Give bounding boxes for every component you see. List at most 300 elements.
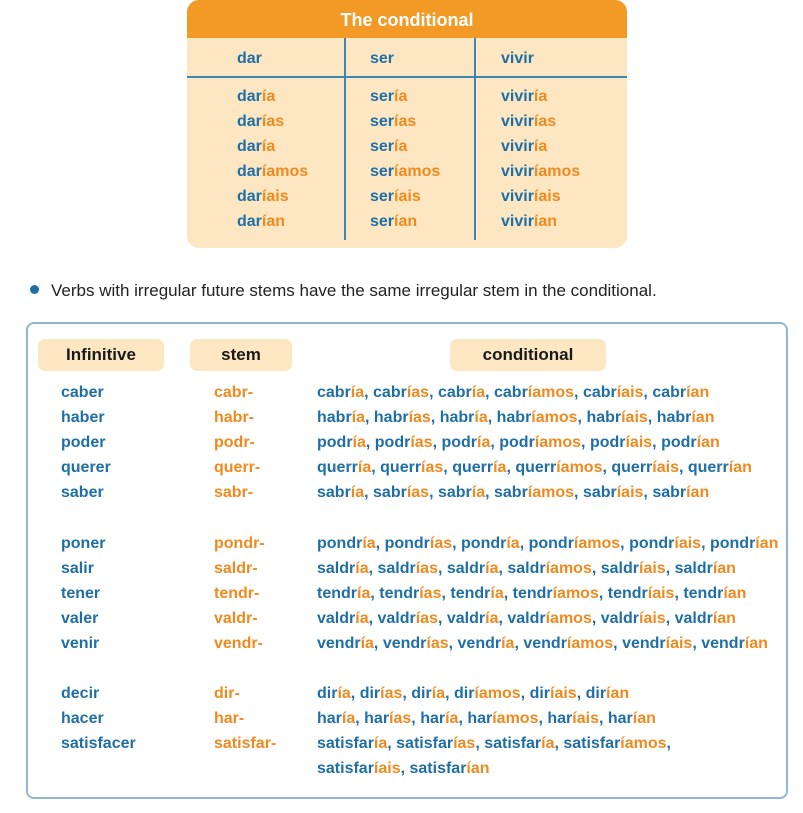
conjugated-form [501, 184, 580, 209]
form-ending: ía [541, 735, 555, 752]
form-ending: íais [647, 585, 675, 602]
conjugated-form [370, 184, 440, 209]
form-stem: cabr [437, 384, 472, 401]
form-separator: , [485, 384, 494, 401]
conjugated-form [501, 84, 580, 109]
form-ending: ía [350, 384, 365, 401]
infinitive-cell: caber [61, 384, 104, 401]
form-ending: ías [389, 710, 412, 727]
form-ending: ía [485, 610, 499, 627]
form-stem: sabr [652, 484, 687, 501]
form-ending: ía [471, 484, 486, 501]
conditional-forms-cell [317, 706, 777, 731]
form-separator: , [437, 560, 447, 577]
form-stem: dar [237, 113, 262, 130]
form-ending: ían [723, 585, 747, 602]
form-separator: , [554, 735, 564, 752]
bullet-icon [30, 285, 39, 294]
form-stem: vivir [501, 163, 534, 180]
conjugation-column-vivir [501, 48, 580, 234]
form-stem: podr [374, 434, 411, 451]
form-separator: , [368, 560, 378, 577]
form-ending: ían [712, 610, 736, 627]
conditional-table-title: The conditional [187, 0, 627, 38]
form-stem: satisfar [317, 735, 374, 752]
form-ending: ías [429, 535, 453, 552]
conjugated-form [370, 84, 440, 109]
form-ending: ían [394, 213, 418, 230]
form-separator: , [520, 685, 530, 702]
form-stem: podr [589, 434, 626, 451]
form-ending: ía [357, 585, 371, 602]
conditional-header: conditional [450, 339, 606, 371]
infinitive-cell: satisfacer [61, 735, 136, 752]
form-ending: íais [665, 635, 693, 652]
form-ending: ían [744, 635, 768, 652]
conditional-table [187, 0, 627, 248]
form-stem: querr [317, 459, 358, 476]
form-ending: ía [350, 484, 365, 501]
form-separator: , [400, 760, 410, 777]
form-separator: , [514, 635, 524, 652]
form-separator: , [371, 459, 381, 476]
conjugated-form [237, 109, 308, 134]
form-separator: , [485, 484, 494, 501]
stem-cell: podr- [214, 434, 255, 451]
form-ending: ían [686, 384, 710, 401]
form-stem: dir [359, 685, 381, 702]
form-separator: , [445, 685, 454, 702]
form-stem: tendr [512, 585, 553, 602]
conjugated-form [237, 159, 308, 184]
form-stem: podr [499, 434, 535, 451]
form-ending: ían [261, 213, 286, 230]
conjugated-form [501, 159, 580, 184]
form-stem: dir [453, 685, 475, 702]
form-separator: , [498, 610, 508, 627]
form-separator: , [581, 434, 590, 451]
form-ending: ía [394, 138, 408, 155]
form-separator: , [475, 735, 485, 752]
form-ending: ía [360, 635, 374, 652]
form-separator: , [647, 409, 657, 426]
form-stem: querr [611, 459, 653, 476]
conjugation-forms [237, 84, 308, 234]
form-separator: , [591, 560, 601, 577]
form-ending: ía [352, 434, 366, 451]
column-divider [344, 38, 346, 240]
form-ending: íamos [534, 434, 582, 451]
form-stem: dar [237, 188, 262, 205]
conditional-forms-cell [317, 430, 777, 455]
form-stem: ser [370, 213, 395, 230]
form-stem: dar [237, 213, 262, 230]
form-separator: , [441, 585, 451, 602]
form-stem: har [317, 710, 342, 727]
form-ending: ías [394, 113, 417, 130]
form-separator: , [452, 535, 462, 552]
form-separator: , [387, 735, 397, 752]
form-ending: íais [616, 384, 644, 401]
form-ending: ía [341, 710, 356, 727]
form-ending: íais [625, 434, 653, 451]
form-ending: íamos [394, 163, 441, 180]
form-separator: , [368, 610, 378, 627]
form-stem: satisfar [409, 760, 467, 777]
form-ending: íais [550, 685, 577, 702]
form-stem: saldr [317, 560, 356, 577]
form-ending: ían [696, 434, 720, 451]
form-stem: ser [370, 163, 395, 180]
form-separator: , [402, 685, 412, 702]
form-stem: har [364, 710, 390, 727]
form-ending: ía [355, 560, 369, 577]
conjugation-column-ser [370, 48, 440, 234]
form-stem: dir [529, 685, 551, 702]
stem-cell: har- [214, 710, 245, 727]
form-stem: vendr [457, 635, 502, 652]
form-separator: , [365, 409, 374, 426]
form-ending: ías [261, 113, 285, 130]
form-stem: querr [452, 459, 494, 476]
form-stem: har [420, 710, 446, 727]
conjugated-form [501, 109, 580, 134]
form-separator: , [701, 535, 710, 552]
infinitive-cell: decir [61, 685, 100, 702]
form-stem: vivir [501, 213, 534, 230]
form-ending: íamos [527, 384, 575, 401]
infinitive-cell: poner [61, 535, 106, 552]
form-separator: , [620, 535, 630, 552]
stem-cell: dir- [214, 685, 240, 702]
form-ending: íamos [566, 635, 614, 652]
conjugated-form [237, 209, 308, 234]
form-stem: har [467, 710, 493, 727]
form-separator: , [598, 710, 608, 727]
form-ending: íais [621, 409, 648, 426]
form-stem: habr [439, 409, 475, 426]
form-ending: ía [485, 560, 499, 577]
conjugated-form [501, 134, 580, 159]
stem-cell: cabr- [214, 384, 254, 401]
infinitive-cell: salir [61, 560, 94, 577]
conditional-forms-cell [317, 606, 777, 631]
form-ending: ían [606, 685, 630, 702]
form-stem: pondr [709, 535, 756, 552]
form-separator: , [430, 409, 440, 426]
form-stem: dar [237, 88, 262, 105]
conjugated-form [237, 134, 308, 159]
form-stem: sabr [437, 484, 472, 501]
form-stem: dar [237, 138, 262, 155]
form-ending: ían [466, 760, 490, 777]
stem-cell: valdr- [214, 610, 258, 627]
conjugated-form [501, 209, 580, 234]
form-separator: , [375, 535, 385, 552]
form-ending: ía [506, 535, 520, 552]
form-stem: har [547, 710, 573, 727]
form-ending: ías [410, 434, 433, 451]
form-stem: sabr [582, 484, 617, 501]
form-separator: , [678, 459, 688, 476]
conditional-forms-cell [317, 731, 777, 781]
form-separator: , [666, 735, 671, 752]
form-ending: íamos [531, 409, 578, 426]
infinitive-cell: tener [61, 585, 101, 602]
form-separator: , [519, 535, 529, 552]
form-ending: ía [261, 138, 276, 155]
form-ending: íais [674, 535, 702, 552]
form-stem: satisfar [484, 735, 542, 752]
conjugation-forms [501, 84, 580, 234]
form-stem: tendr [317, 585, 357, 602]
form-stem: saldr [507, 560, 546, 577]
form-separator: , [364, 484, 374, 501]
form-ending: íais [652, 459, 679, 476]
form-ending: íais [639, 610, 666, 627]
form-ending: ías [406, 484, 430, 501]
form-stem: valdr [446, 610, 486, 627]
stem-cell: habr- [214, 409, 254, 426]
form-separator: , [643, 484, 653, 501]
infinitive-cell: saber [61, 484, 104, 501]
form-stem: tendr [450, 585, 491, 602]
form-stem: habr [317, 409, 352, 426]
conditional-forms-cell [317, 455, 777, 480]
form-ending: íamos [573, 535, 621, 552]
form-ending: ías [406, 384, 430, 401]
form-ending: ían [691, 409, 715, 426]
form-ending: ías [453, 735, 476, 752]
form-separator: , [437, 610, 447, 627]
form-separator: , [576, 685, 586, 702]
form-stem: pondr [629, 535, 675, 552]
stem-cell: tendr- [214, 585, 260, 602]
form-ending: ían [712, 560, 736, 577]
form-separator: , [373, 635, 383, 652]
form-stem: vivir [501, 88, 534, 105]
form-stem: saldr [446, 560, 486, 577]
form-ending: ían [755, 535, 779, 552]
form-stem: podr [661, 434, 697, 451]
form-separator: , [665, 610, 675, 627]
conjugated-form [370, 209, 440, 234]
conjugation-forms [370, 84, 440, 234]
form-separator: , [490, 434, 500, 451]
form-ending: íais [639, 560, 666, 577]
form-stem: vendr [622, 635, 666, 652]
conjugation-column-dar [237, 48, 308, 234]
form-stem: querr [380, 459, 422, 476]
form-ending: ías [408, 409, 431, 426]
form-ending: íamos [492, 710, 539, 727]
form-stem: dir [411, 685, 432, 702]
form-ending: íais [261, 188, 289, 205]
form-stem: saldr [674, 560, 713, 577]
form-separator: , [429, 484, 438, 501]
form-separator: , [574, 484, 583, 501]
form-ending: ía [373, 735, 388, 752]
form-stem: satisfar [317, 760, 374, 777]
form-separator: , [692, 635, 702, 652]
form-stem: pondr [528, 535, 574, 552]
form-ending: ía [533, 138, 548, 155]
conditional-forms-cell [317, 380, 777, 405]
form-ending: íamos [527, 484, 575, 501]
form-separator: , [665, 560, 675, 577]
conjugated-form [237, 84, 308, 109]
form-ending: ía [394, 88, 408, 105]
infinitive-cell: venir [61, 635, 100, 652]
form-stem: sabr [494, 484, 528, 501]
form-separator: , [443, 459, 453, 476]
form-ending: íamos [474, 685, 521, 702]
rule-note [30, 281, 657, 301]
stem-cell: sabr- [214, 484, 254, 501]
conditional-forms-cell [317, 531, 777, 556]
form-ending: ían [632, 710, 656, 727]
infinitive-cell: valer [61, 610, 99, 627]
conditional-forms-cell [317, 405, 777, 430]
form-stem: podr [317, 434, 353, 451]
form-ending: ía [501, 635, 515, 652]
form-stem: ser [370, 188, 395, 205]
infinitive-cell: hacer [61, 710, 104, 727]
column-header-vivir: vivir [501, 50, 534, 67]
form-separator: , [538, 710, 548, 727]
form-separator: , [503, 585, 513, 602]
form-separator: , [613, 635, 623, 652]
stem-cell: satisfar- [214, 735, 277, 752]
form-separator: , [577, 409, 587, 426]
form-stem: ser [370, 138, 395, 155]
form-ending: íamos [545, 610, 592, 627]
form-ending: ía [493, 459, 507, 476]
form-stem: har [607, 710, 633, 727]
form-ending: íais [394, 188, 421, 205]
form-ending: ía [362, 535, 376, 552]
form-stem: podr [441, 434, 478, 451]
form-separator: , [506, 459, 516, 476]
irregular-stems-table [26, 322, 788, 799]
stem-header: stem [190, 339, 292, 371]
form-stem: cabr [373, 384, 407, 401]
form-separator: , [350, 685, 360, 702]
form-stem: valdr [507, 610, 546, 627]
form-ending: íamos [620, 735, 667, 752]
form-stem: vendr [382, 635, 427, 652]
form-stem: habr [496, 409, 532, 426]
form-stem: satisfar [396, 735, 454, 752]
form-ending: íamos [261, 163, 309, 180]
form-ending: ía [431, 685, 446, 702]
form-stem: querr [515, 459, 557, 476]
form-stem: pondr [461, 535, 507, 552]
form-ending: ía [477, 434, 491, 451]
infinitive-cell: haber [61, 409, 105, 426]
form-stem: satisfar [563, 735, 621, 752]
form-stem: cabr [317, 384, 351, 401]
infinitive-header: Infinitive [38, 339, 164, 371]
form-separator: , [365, 434, 375, 451]
form-stem: ser [370, 113, 395, 130]
form-ending: íais [373, 760, 401, 777]
conditional-forms-cell [317, 681, 777, 706]
conjugated-form [370, 159, 440, 184]
form-ending: ían [686, 484, 710, 501]
conditional-forms-cell [317, 631, 777, 656]
form-ending: ías [426, 635, 449, 652]
form-stem: dar [237, 163, 262, 180]
stem-cell: saldr- [214, 560, 258, 577]
form-separator: , [674, 585, 684, 602]
form-ending: íamos [545, 560, 592, 577]
form-separator: , [487, 409, 497, 426]
form-ending: ía [474, 409, 488, 426]
form-stem: saldr [600, 560, 639, 577]
stem-cell: pondr- [214, 535, 265, 552]
form-ending: ía [357, 459, 372, 476]
form-ending: íamos [552, 585, 599, 602]
form-stem: valdr [377, 610, 416, 627]
conjugated-form [370, 109, 440, 134]
form-stem: valdr [317, 610, 356, 627]
stem-cell: vendr- [214, 635, 263, 652]
form-stem: vivir [501, 188, 534, 205]
conjugated-form [237, 184, 308, 209]
form-ending: ía [261, 88, 276, 105]
form-stem: cabr [582, 384, 617, 401]
infinitive-cell: querer [61, 459, 111, 476]
form-stem: tendr [379, 585, 420, 602]
conditional-forms-cell [317, 480, 777, 505]
form-separator: , [355, 710, 365, 727]
form-ending: ías [380, 685, 403, 702]
form-separator: , [458, 710, 468, 727]
form-separator: , [432, 434, 442, 451]
column-header-ser: ser [370, 50, 395, 67]
form-stem: sabr [317, 484, 351, 501]
column-divider [474, 38, 476, 240]
form-ending: ía [490, 585, 504, 602]
form-ending: ías [415, 560, 438, 577]
conjugated-form [370, 134, 440, 159]
form-ending: íais [572, 710, 599, 727]
form-separator: , [574, 384, 583, 401]
conditional-forms-cell [317, 581, 777, 606]
form-ending: ía [355, 610, 369, 627]
form-separator: , [370, 585, 380, 602]
form-stem: valdr [674, 610, 713, 627]
form-ending: íais [616, 484, 644, 501]
form-stem: habr [373, 409, 409, 426]
form-stem: vivir [501, 138, 534, 155]
form-ending: ías [533, 113, 557, 130]
form-separator: , [643, 384, 653, 401]
form-stem: habr [656, 409, 692, 426]
form-ending: ía [533, 88, 548, 105]
form-stem: dir [317, 685, 338, 702]
form-stem: saldr [377, 560, 416, 577]
form-stem: vivir [501, 113, 534, 130]
form-ending: ían [728, 459, 752, 476]
form-stem: sabr [373, 484, 407, 501]
form-stem: querr [687, 459, 729, 476]
form-separator: , [598, 585, 608, 602]
form-ending: ía [337, 685, 351, 702]
form-stem: ser [370, 88, 395, 105]
form-stem: dir [585, 685, 607, 702]
